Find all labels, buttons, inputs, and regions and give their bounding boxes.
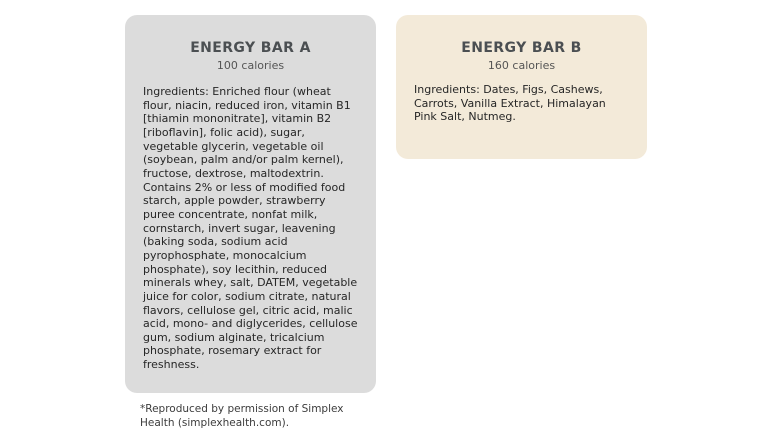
energy-bar-a-ingredients: Ingredients: Enriched flour (wheat flour, niacin, reduced iron, vitamin B1 [thiamin mononitrate], vitamin B2 [riboflavin], folic acid), sugar, vegetable glycerin, vegetable oil (soybean, palm and/or palm kernel), fructose, dextrose, maltodextrin. Contains 2% or less of modified food starch, apple powder, strawberry puree concentrate, nonfat milk, cornstarch, invert sugar, leavening (baking soda, sodium acid pyrophosphate, monocalcium phosphate), soy lecithin, reduced minerals whey, salt, DATEM, vegetable juice for color, sodium citrate, natural flavors, cellulose gel, citric acid, malic acid, mono- and diglycerides, cellulose gum, sodium alginate, tricalcium phosphate, rosemary extract for freshness. <box>143 85 358 372</box>
energy-bar-b-ingredients: Ingredients: Dates, Figs, Cashews, Carrots, Vanilla Extract, Himalayan Pink Salt, Nutmeg. <box>414 83 606 124</box>
permission-footnote: *Reproduced by permission of Simplex Health (simplexhealth.com). <box>140 403 344 429</box>
energy-bar-a-card <box>125 15 376 393</box>
energy-bar-b-calories: 160 calories <box>487 59 556 72</box>
energy-bar-a-calories: 100 calories <box>216 59 285 72</box>
energy-bar-a-title: ENERGY BAR A <box>190 40 311 56</box>
energy-bar-b-card <box>396 15 647 159</box>
energy-bar-b-title: ENERGY BAR B <box>461 40 582 56</box>
